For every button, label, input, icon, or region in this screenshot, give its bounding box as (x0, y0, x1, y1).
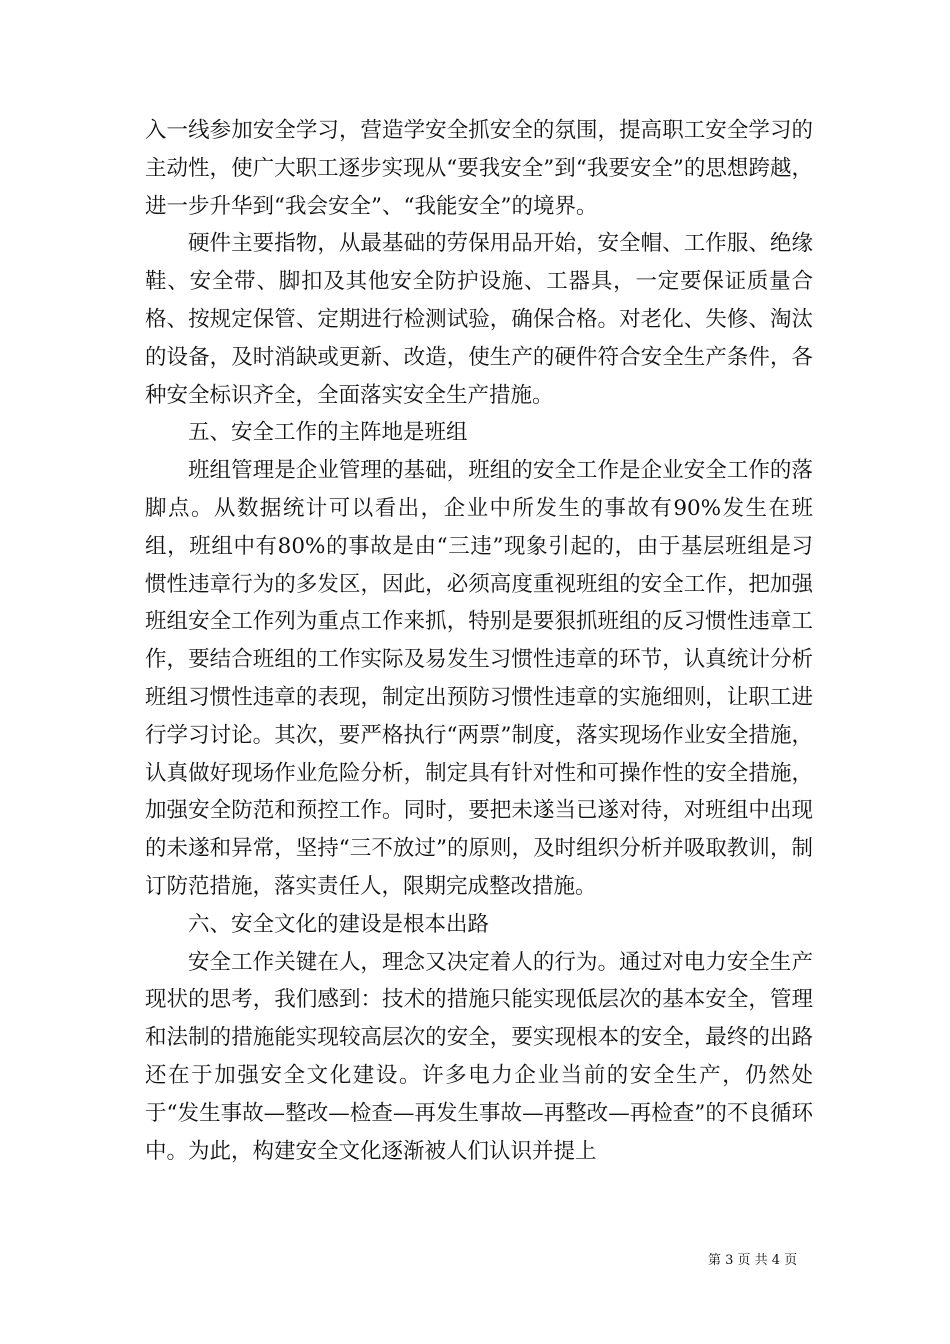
document-body (145, 112, 813, 1170)
paragraph-continuation: 入一线参加安全学习，营造学安全抓安全的氛围，提高职工安全学习的主动性，使广大职工逐步实现从“要我安全”到“我要安全”的思想跨越，进一步升华到“我会安全”、“我能安全”的境界。 (145, 118, 813, 219)
section-heading-five: 五、安全工作的主阵地是班组 (188, 420, 468, 446)
paragraph-hardware: 硬件主要指物，从最基础的劳保用品开始，安全帽、工作服、绝缘鞋、安全带、脚扣及其他安全防护设施、工器具，一定要保证质量合格、按规定保管、定期进行检测试验，确保合格。对老化、失修、淘汰的设备，及时消缺或更新、改造，使生产的硬件符合安全生产条件，各种安全标识齐全，全面落实安全生产措施。 (145, 231, 813, 408)
section-heading-six: 六、安全文化的建设是根本出路 (188, 911, 490, 937)
page-number: 第 3 页 共 4 页 (708, 1253, 798, 1268)
paragraph-safety-culture: 安全工作关键在人，理念又决定着人的行为。通过对电力安全生产现状的思考，我们感到：技术的措施只能实现低层次的基本安全，管理和法制的措施能实现较高层次的安全，要实现根本的安全，最终的出路还在于加强安全文化建设。许多电力企业当前的安全生产，仍然处于“发生事故—整改—检查—再发生事故—再整改—再检查”的不良循环中。为此，构建安全文化逐渐被人们认识并提上 (145, 949, 813, 1164)
paragraph-team-management: 班组管理是企业管理的基础，班组的安全工作是企业安全工作的落脚点。从数据统计可以看出，企业中所发生的事故有90%发生在班组，班组中有80%的事故是由“三违”现象引起的，由于基层班组是习惯性违章行为的多发区，因此，必须高度重视班组的安全工作，把加强班组安全工作列为重点工作来抓，特别是要狠抓班组的反习惯性违章工作，要结合班组的工作实际及易发生习惯性违章的环节，认真统计分析班组习惯性违章的表现，制定出预防习惯性违章的实施细则，让职工进行学习讨论。其次，要严格执行“两票”制度，落实现场作业安全措施，认真做好现场作业危险分析，制定具有针对性和可操作性的安全措施，加强安全防范和预控工作。同时，要把未遂当已遂对待，对班组中出现的未遂和异常，坚持“三不放过”的原则，及时组织分析并吸取教训，制订防范措施，落实责任人，限期完成整改措施。 (145, 458, 813, 899)
